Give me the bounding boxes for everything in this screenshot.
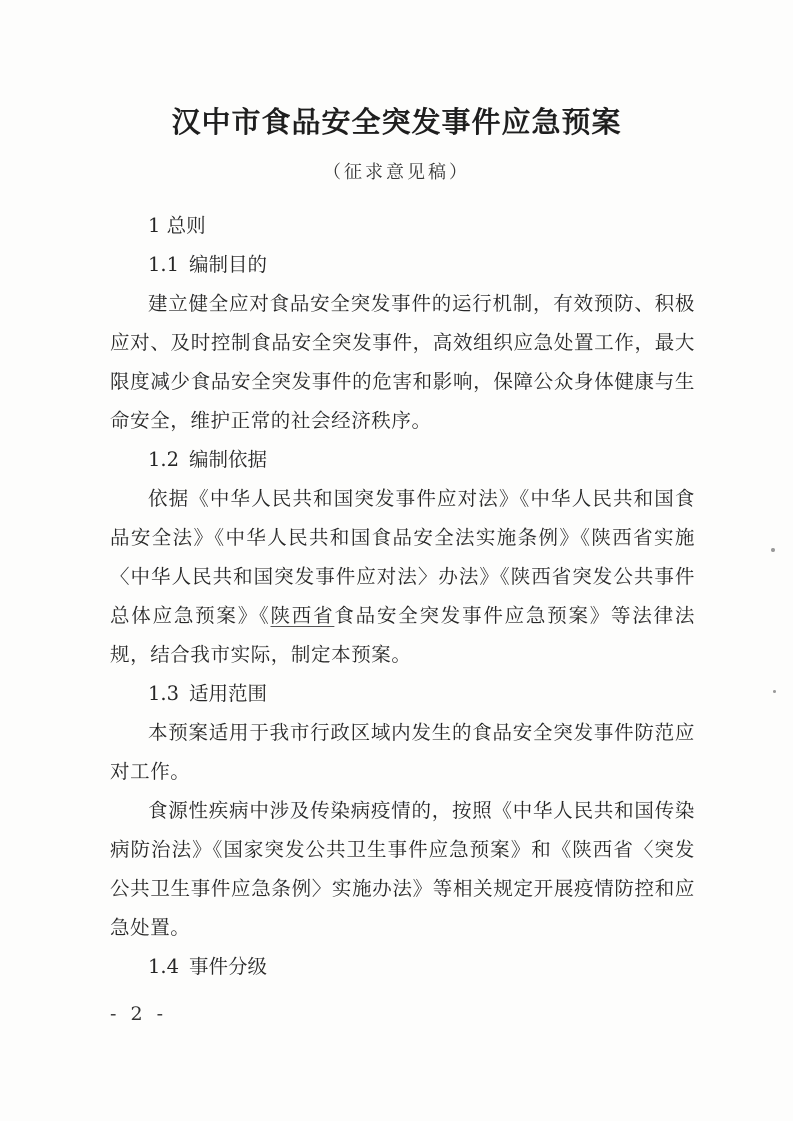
scan-speck (773, 690, 776, 693)
subsection-number: 1.3 (148, 682, 180, 705)
subsection-title: 编制依据 (189, 448, 268, 471)
scan-speck (771, 548, 775, 552)
paragraph-purpose: 建立健全应对食品安全突发事件的运行机制，有效预防、积极应对、及时控制食品安全突发事件，高效组织应急处置工作，最大限度减少食品安全突发事件的危害和影响，保障公众身体健康与生命安全，维护正常的社会经济秩序。 (110, 292, 695, 432)
subsection-number: 1.1 (148, 253, 180, 276)
document-title: 汉中市食品安全突发事件应急预案 (171, 105, 622, 139)
document-body (110, 206, 695, 986)
paragraph-text: 依据《中华人民共和国突发事件应对法》《中华人民共和国食品安全法》《中华人民共和国食品安全法实施条例》《陕西省实施〈中华人民共和国突发事件应对法〉办法》《陕西省突发公共事件总体应急预案》《 (110, 487, 695, 627)
page-number: - 2 - (110, 1003, 168, 1025)
subsection-heading-1-2 (110, 440, 695, 479)
subsection-heading-1-4 (110, 947, 695, 986)
subsection-number: 1.2 (148, 448, 180, 471)
subsection-heading-1-3 (110, 674, 695, 713)
underlined-text: 陕西省 (270, 604, 335, 627)
subsection-title: 事件分级 (189, 955, 268, 978)
subsection-title: 适用范围 (189, 682, 268, 705)
subsection-title: 编制目的 (189, 253, 268, 276)
subsection-heading-1-1 (110, 245, 695, 284)
paragraph-text: 食品安全突发事件应急预案》等法律法规，结合我市实际，制定本预案。 (110, 604, 695, 666)
paragraph-basis (110, 479, 695, 674)
document-subtitle: （征求意见稿） (323, 162, 470, 183)
subsection-number: 1.4 (148, 955, 180, 978)
paragraph-foodborne-disease: 食源性疾病中涉及传染病疫情的，按照《中华人民共和国传染病防治法》《国家突发公共卫生事件应急预案》和《陕西省〈突发公共卫生事件应急条例〉实施办法》等相关规定开展疫情防控和应急处置。 (110, 799, 695, 939)
section-heading-general: 1 总则 (148, 214, 206, 237)
paragraph-scope: 本预案适用于我市行政区域内发生的食品安全突发事件防范应对工作。 (110, 721, 695, 783)
